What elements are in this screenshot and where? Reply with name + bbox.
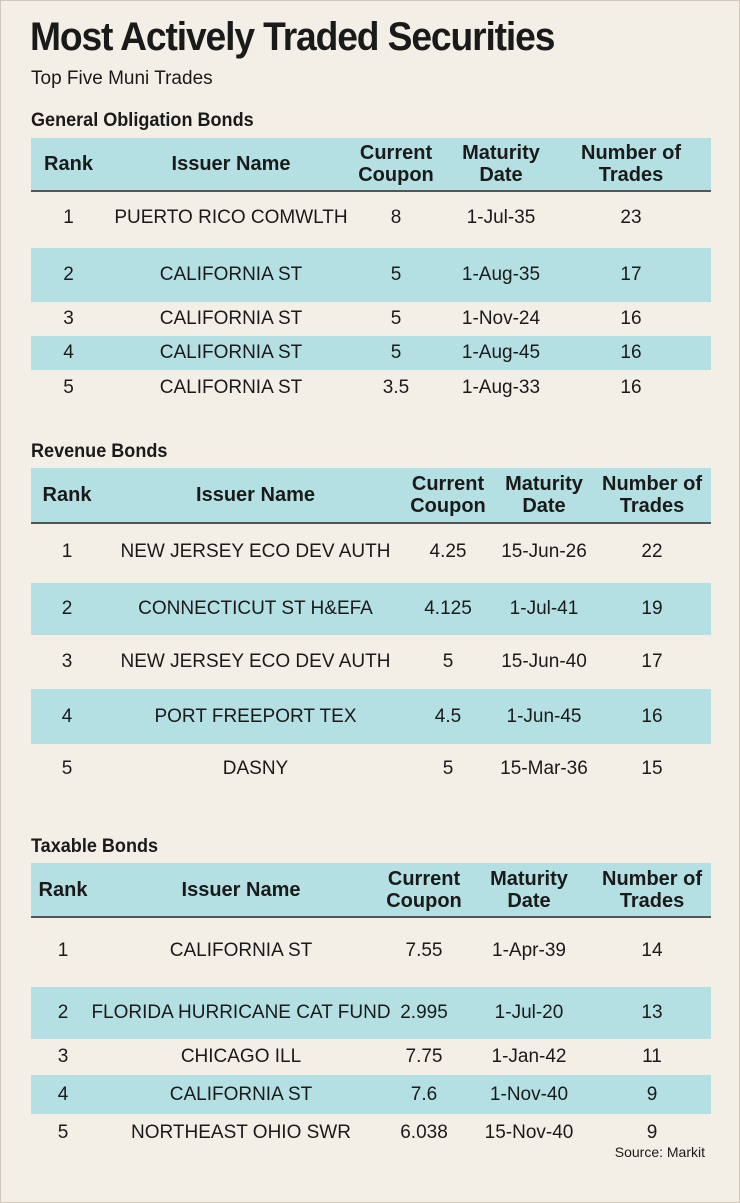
cell-issuer: CALIFORNIA ST — [159, 377, 303, 398]
cell-issuer: NEW JERSEY ECO DEV AUTH — [120, 651, 391, 672]
cell-trades: 16 — [620, 308, 642, 329]
cell-trades: 22 — [641, 541, 663, 562]
section-title: Revenue Bonds — [31, 441, 168, 462]
cell-coupon: 5 — [442, 651, 454, 672]
column-header-line: Trades — [619, 889, 685, 912]
cell-rank: 5 — [63, 377, 74, 398]
source-note: Source: Markit — [614, 1144, 705, 1160]
table-row — [31, 635, 711, 689]
cell-issuer: DASNY — [222, 758, 289, 779]
cell-maturity: 1-Apr-39 — [492, 940, 566, 961]
cell-issuer: CHICAGO ILL — [180, 1046, 302, 1067]
cell-rank: 2 — [57, 1002, 69, 1023]
table-row — [31, 370, 711, 406]
column-header-trades — [561, 138, 701, 190]
cell-issuer: CONNECTICUT ST H&EFA — [138, 598, 373, 619]
cell-maturity: 1-Nov-40 — [489, 1083, 569, 1105]
column-header-line: Number of — [602, 473, 702, 495]
cell-trades: 23 — [620, 207, 642, 228]
cell-issuer: FLORIDA HURRICANE CAT FUND — [91, 1002, 391, 1023]
column-header-text — [581, 142, 681, 186]
cell-coupon: 5 — [390, 342, 402, 363]
table-header — [31, 863, 711, 918]
column-header-text — [505, 473, 583, 517]
cell-maturity: 1-Jul-20 — [494, 1002, 564, 1023]
column-header-text — [358, 142, 434, 186]
column-header-line: Coupon — [358, 164, 434, 186]
cell-issuer: CALIFORNIA ST — [169, 1083, 313, 1105]
column-header-line: Coupon — [410, 495, 486, 517]
column-header-text — [602, 868, 702, 912]
cell-rank: 2 — [61, 598, 73, 619]
column-header-coupon — [387, 863, 461, 916]
table-row — [31, 192, 711, 244]
cell-trades: 11 — [642, 1046, 662, 1067]
cell-maturity: 1-Aug-45 — [461, 342, 541, 363]
cell-trades: 17 — [620, 264, 642, 285]
cell-maturity: 1-Aug-33 — [461, 377, 541, 398]
column-header-line: Maturity — [462, 142, 540, 164]
table-row — [31, 248, 711, 302]
bond-table — [31, 468, 711, 794]
cell-trades: 13 — [641, 1002, 663, 1023]
column-header-line: Current — [411, 473, 485, 495]
cell-issuer: PORT FREEPORT TEX — [154, 705, 357, 727]
column-header-issuer: Issuer Name — [171, 153, 291, 175]
cell-trades: 9 — [646, 1122, 658, 1143]
cell-trades: 16 — [620, 342, 642, 363]
table-header — [31, 468, 711, 524]
cell-trades: 9 — [646, 1083, 658, 1105]
column-header-line: Maturity — [490, 867, 568, 890]
cell-coupon: 3.5 — [382, 377, 410, 398]
cell-issuer: CALIFORNIA ST — [159, 264, 303, 285]
column-header-line: Number of — [581, 142, 681, 164]
cell-maturity: 15-Jun-26 — [501, 541, 587, 562]
cell-rank: 5 — [57, 1122, 69, 1143]
cell-rank: 1 — [57, 940, 69, 961]
cell-rank: 2 — [63, 264, 74, 285]
cell-coupon: 4.125 — [424, 598, 472, 619]
cell-maturity: 1-Jul-35 — [466, 207, 536, 228]
cell-issuer: NEW JERSEY ECO DEV AUTH — [120, 541, 391, 562]
table-row — [31, 987, 711, 1039]
column-header-trades — [597, 863, 707, 916]
cell-trades: 19 — [641, 598, 663, 619]
column-header-coupon — [351, 138, 441, 190]
page-subtitle: Top Five Muni Trades — [31, 68, 213, 89]
bond-table — [31, 863, 711, 1152]
column-header-line: Trades — [598, 164, 664, 186]
column-header-maturity — [488, 468, 600, 522]
cell-rank: 1 — [63, 207, 74, 228]
cell-rank: 1 — [61, 541, 73, 562]
cell-rank: 4 — [57, 1083, 69, 1105]
cell-trades: 17 — [641, 651, 663, 672]
cell-rank: 5 — [61, 758, 73, 779]
column-header-line: Date — [507, 889, 551, 912]
column-header-trades — [600, 468, 704, 522]
table-row — [31, 302, 711, 336]
column-header-maturity — [461, 863, 597, 916]
cell-issuer: CALIFORNIA ST — [159, 308, 303, 329]
table-row — [31, 524, 711, 580]
cell-coupon: 5 — [442, 758, 454, 779]
cell-coupon: 5 — [390, 308, 402, 329]
column-header-text — [410, 473, 486, 517]
page-title: Most Actively Traded Securities — [30, 15, 555, 59]
column-header-line: Date — [479, 164, 523, 186]
cell-coupon: 7.75 — [405, 1046, 443, 1067]
cell-rank: 3 — [57, 1046, 69, 1067]
cell-maturity: 1-Nov-24 — [461, 308, 541, 329]
cell-coupon: 2.995 — [400, 1002, 448, 1023]
bond-table — [31, 138, 711, 406]
column-header-text — [490, 868, 568, 912]
column-header-maturity — [441, 138, 561, 190]
table-row — [31, 1039, 711, 1075]
column-header-line: Trades — [619, 495, 685, 517]
cell-coupon: 6.038 — [400, 1122, 448, 1143]
cell-coupon: 5 — [390, 264, 402, 285]
cell-issuer: PUERTO RICO COMWLTH — [114, 207, 348, 228]
cell-rank: 3 — [63, 308, 74, 329]
section-title: General Obligation Bonds — [31, 110, 254, 131]
table-row — [31, 583, 711, 635]
column-header-line: Current — [387, 867, 461, 890]
cell-maturity: 15-Nov-40 — [484, 1122, 574, 1143]
column-header-line: Number of — [602, 867, 702, 890]
cell-rank: 3 — [61, 651, 73, 672]
column-header-issuer: Issuer Name — [181, 878, 301, 901]
column-header-rank: Rank — [44, 153, 93, 175]
cell-issuer: CALIFORNIA ST — [159, 342, 303, 363]
column-header-issuer: Issuer Name — [196, 484, 315, 506]
table-row — [31, 1114, 711, 1152]
cell-issuer: CALIFORNIA ST — [169, 940, 313, 961]
cell-trades: 15 — [641, 758, 663, 779]
cell-maturity: 1-Jun-45 — [506, 705, 582, 727]
column-header-text — [386, 868, 462, 912]
cell-coupon: 7.55 — [405, 940, 443, 961]
column-header-rank: Rank — [42, 484, 92, 506]
column-header-rank: Rank — [38, 878, 88, 901]
column-header-line: Coupon — [386, 889, 462, 912]
column-header-line: Date — [522, 495, 566, 517]
column-header-line: Current — [359, 142, 433, 164]
column-header-text — [462, 142, 540, 186]
cell-maturity: 1-Jul-41 — [509, 598, 579, 619]
cell-trades: 16 — [620, 377, 642, 398]
table-row — [31, 1075, 711, 1114]
table-row — [31, 744, 711, 794]
cell-trades: 16 — [641, 705, 663, 727]
cell-maturity: 15-Mar-36 — [500, 758, 588, 779]
cell-maturity: 1-Jan-42 — [491, 1046, 567, 1067]
table-row — [31, 918, 711, 984]
cell-rank: 4 — [63, 342, 74, 363]
cell-maturity: 15-Jun-40 — [501, 651, 587, 672]
column-header-coupon — [408, 468, 488, 522]
cell-coupon: 4.5 — [434, 705, 462, 727]
column-header-line: Maturity — [505, 473, 583, 495]
table-header — [31, 138, 711, 192]
cell-coupon: 8 — [390, 207, 402, 228]
column-header-text — [602, 473, 702, 517]
cell-coupon: 4.25 — [429, 541, 467, 562]
cell-trades: 14 — [641, 940, 663, 961]
cell-rank: 4 — [61, 705, 73, 727]
table-row — [31, 689, 711, 744]
section-title: Taxable Bonds — [31, 836, 159, 857]
cell-issuer: NORTHEAST OHIO SWR — [131, 1122, 351, 1143]
cell-maturity: 1-Aug-35 — [461, 264, 541, 285]
table-row — [31, 336, 711, 370]
cell-coupon: 7.6 — [410, 1083, 438, 1105]
